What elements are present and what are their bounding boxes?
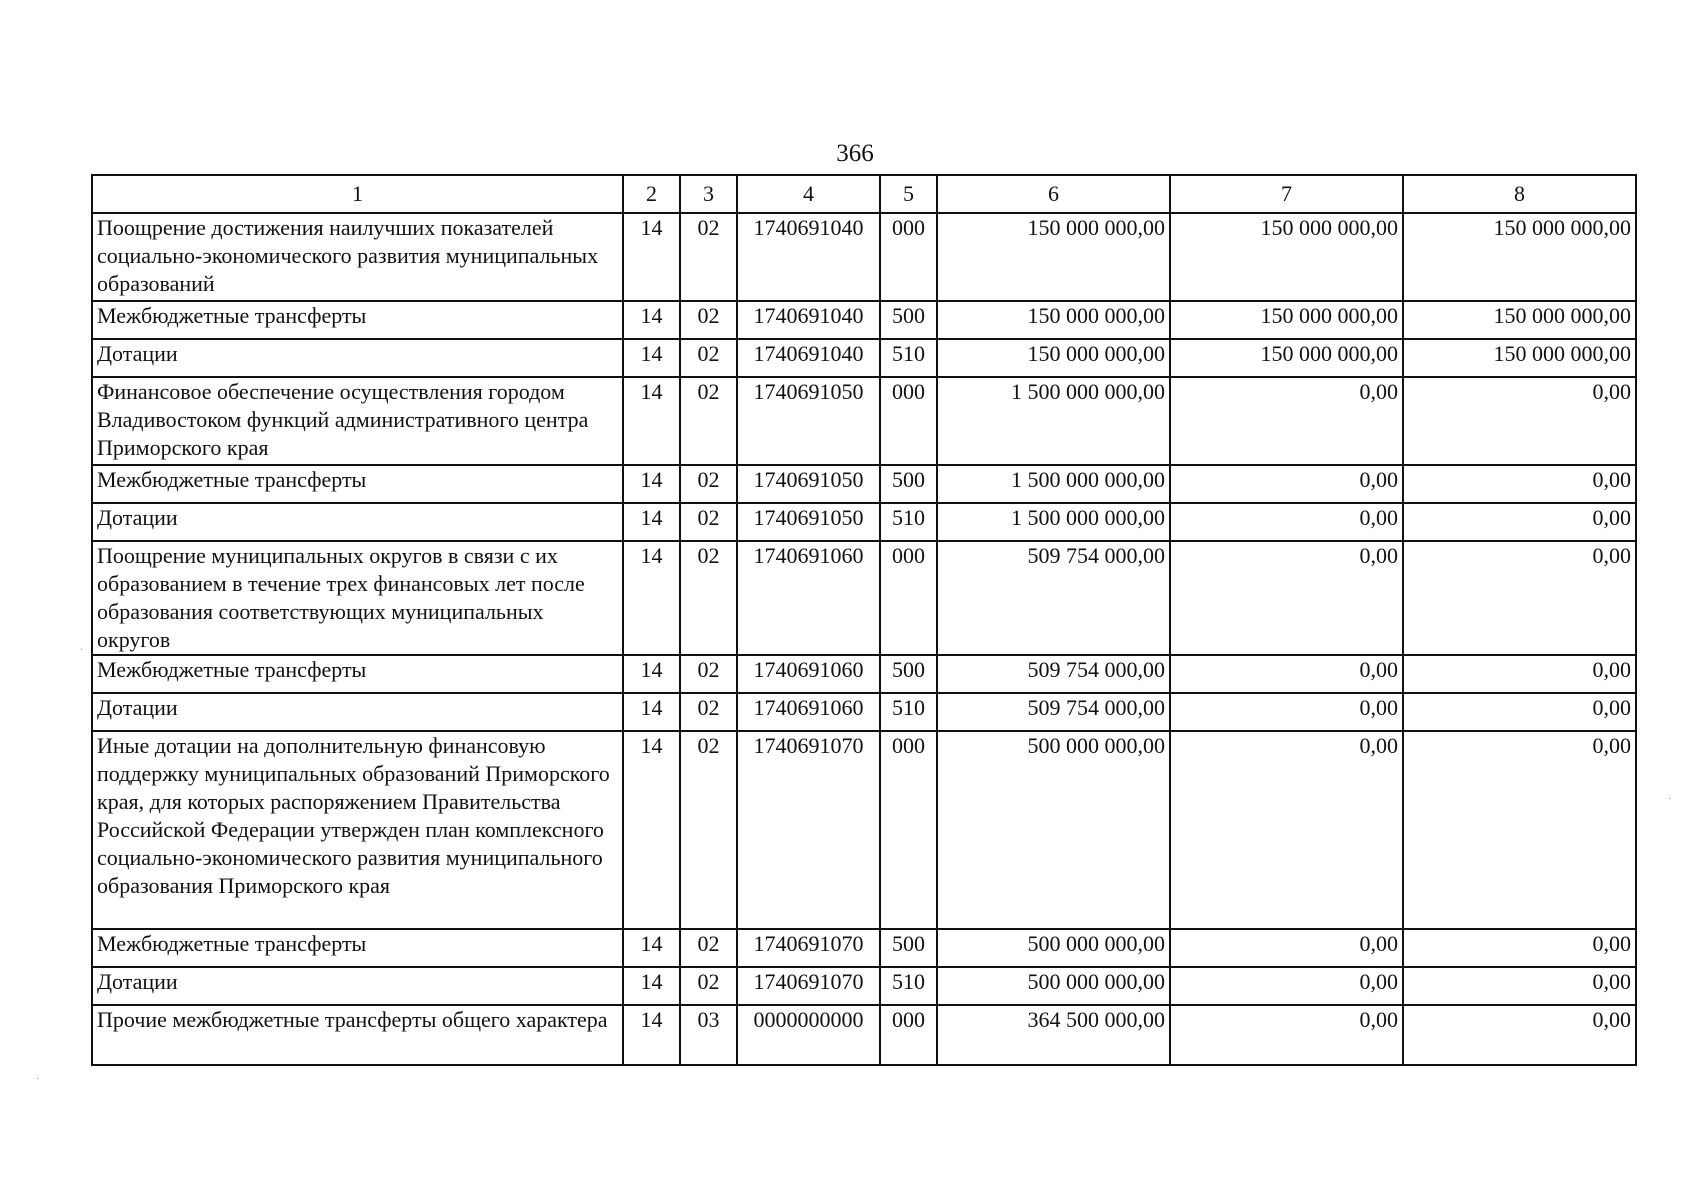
item-name: Поощрение муниципальных округов в связи с их образованием в течение трех финансовых лет после образования соответствующих муниципальных округов [92,541,623,655]
amount-col8: 0,00 [1403,967,1636,1005]
section-code: 14 [623,693,680,731]
item-name: Поощрение достижения наилучших показателей социально-экономического развития муниципальных образований [92,213,623,301]
budget-table [91,174,1637,1066]
section-code: 14 [623,731,680,929]
table-row [92,301,1636,339]
expense-type-code: 000 [880,541,937,655]
section-code: 14 [623,1005,680,1065]
amount-col8: 0,00 [1403,465,1636,503]
scan-speck-bottom: · [36,1074,40,1085]
amount-col6: 509 754 000,00 [937,655,1170,693]
table-row [92,929,1636,967]
amount-col8: 150 000 000,00 [1403,301,1636,339]
table-row [92,693,1636,731]
subsection-code: 02 [680,541,737,655]
amount-col7: 0,00 [1170,929,1403,967]
expense-type-code: 000 [880,377,937,465]
column-header: 4 [737,175,880,213]
item-name: Финансовое обеспечение осуществления городом Владивостоком функций административного центра Приморского края [92,377,623,465]
subsection-code: 02 [680,967,737,1005]
target-article-code: 1740691040 [737,301,880,339]
amount-col6: 150 000 000,00 [937,213,1170,301]
table-row [92,377,1636,465]
table-row [92,339,1636,377]
amount-col6: 1 500 000 000,00 [937,503,1170,541]
subsection-code: 02 [680,301,737,339]
amount-col8: 0,00 [1403,1005,1636,1065]
amount-col6: 150 000 000,00 [937,301,1170,339]
section-code: 14 [623,655,680,693]
section-code: 14 [623,503,680,541]
amount-col7: 0,00 [1170,655,1403,693]
item-name: Дотации [92,693,623,731]
expense-type-code: 000 [880,731,937,929]
amount-col8: 0,00 [1403,655,1636,693]
subsection-code: 02 [680,655,737,693]
target-article-code: 1740691040 [737,213,880,301]
amount-col6: 500 000 000,00 [937,967,1170,1005]
scan-speck-right: · [1668,794,1672,805]
target-article-code: 0000000000 [737,1005,880,1065]
amount-col7: 0,00 [1170,503,1403,541]
amount-col6: 509 754 000,00 [937,541,1170,655]
amount-col7: 0,00 [1170,465,1403,503]
section-code: 14 [623,541,680,655]
expense-type-code: 000 [880,213,937,301]
table-row [92,1005,1636,1065]
subsection-code: 02 [680,465,737,503]
subsection-code: 02 [680,929,737,967]
section-code: 14 [623,377,680,465]
table-row [92,967,1636,1005]
target-article-code: 1740691060 [737,655,880,693]
scan-speck-left: · [80,645,84,656]
column-header: 2 [623,175,680,213]
amount-col7: 150 000 000,00 [1170,301,1403,339]
amount-col6: 150 000 000,00 [937,339,1170,377]
expense-type-code: 500 [880,301,937,339]
target-article-code: 1740691060 [737,693,880,731]
amount-col7: 0,00 [1170,731,1403,929]
target-article-code: 1740691060 [737,541,880,655]
target-article-code: 1740691050 [737,465,880,503]
expense-type-code: 500 [880,929,937,967]
column-header: 8 [1403,175,1636,213]
section-code: 14 [623,967,680,1005]
item-name: Дотации [92,503,623,541]
item-name: Иные дотации на дополнительную финансовую поддержку муниципальных образований Приморского края, для которых распоряжением Правительства Российской Федерации утвержден план комплексного социально-экономического развития муниципального образования Приморского края [92,731,623,929]
item-name: Межбюджетные трансферты [92,929,623,967]
expense-type-code: 500 [880,655,937,693]
amount-col8: 0,00 [1403,731,1636,929]
amount-col7: 0,00 [1170,693,1403,731]
target-article-code: 1740691050 [737,377,880,465]
expense-type-code: 510 [880,967,937,1005]
amount-col7: 150 000 000,00 [1170,339,1403,377]
item-name: Межбюджетные трансферты [92,655,623,693]
section-code: 14 [623,213,680,301]
item-name: Межбюджетные трансферты [92,465,623,503]
item-name: Дотации [92,967,623,1005]
page-number: 366 [836,140,874,167]
item-name: Прочие межбюджетные трансферты общего характера [92,1005,623,1065]
item-name: Дотации [92,339,623,377]
amount-col8: 0,00 [1403,377,1636,465]
amount-col8: 150 000 000,00 [1403,213,1636,301]
subsection-code: 02 [680,339,737,377]
amount-col8: 0,00 [1403,503,1636,541]
expense-type-code: 510 [880,339,937,377]
column-header: 6 [937,175,1170,213]
amount-col7: 0,00 [1170,967,1403,1005]
subsection-code: 02 [680,731,737,929]
amount-col6: 500 000 000,00 [937,731,1170,929]
table-row [92,655,1636,693]
section-code: 14 [623,465,680,503]
table-row [92,465,1636,503]
amount-col8: 0,00 [1403,541,1636,655]
amount-col8: 0,00 [1403,693,1636,731]
column-header: 5 [880,175,937,213]
amount-col7: 150 000 000,00 [1170,213,1403,301]
target-article-code: 1740691040 [737,339,880,377]
amount-col8: 0,00 [1403,929,1636,967]
amount-col7: 0,00 [1170,377,1403,465]
target-article-code: 1740691050 [737,503,880,541]
amount-col7: 0,00 [1170,541,1403,655]
amount-col6: 500 000 000,00 [937,929,1170,967]
expense-type-code: 510 [880,503,937,541]
amount-col6: 1 500 000 000,00 [937,465,1170,503]
column-header: 3 [680,175,737,213]
subsection-code: 03 [680,1005,737,1065]
amount-col6: 509 754 000,00 [937,693,1170,731]
subsection-code: 02 [680,503,737,541]
amount-col7: 0,00 [1170,1005,1403,1065]
expense-type-code: 500 [880,465,937,503]
table-row [92,731,1636,929]
amount-col6: 1 500 000 000,00 [937,377,1170,465]
target-article-code: 1740691070 [737,929,880,967]
expense-type-code: 510 [880,693,937,731]
amount-col6: 364 500 000,00 [937,1005,1170,1065]
subsection-code: 02 [680,213,737,301]
header-row [92,175,1636,213]
subsection-code: 02 [680,693,737,731]
section-code: 14 [623,339,680,377]
subsection-code: 02 [680,377,737,465]
column-header: 1 [92,175,623,213]
column-header: 7 [1170,175,1403,213]
amount-col8: 150 000 000,00 [1403,339,1636,377]
table-row [92,213,1636,301]
expense-type-code: 000 [880,1005,937,1065]
target-article-code: 1740691070 [737,967,880,1005]
item-name: Межбюджетные трансферты [92,301,623,339]
section-code: 14 [623,929,680,967]
target-article-code: 1740691070 [737,731,880,929]
section-code: 14 [623,301,680,339]
table-row [92,541,1636,655]
table-row [92,503,1636,541]
